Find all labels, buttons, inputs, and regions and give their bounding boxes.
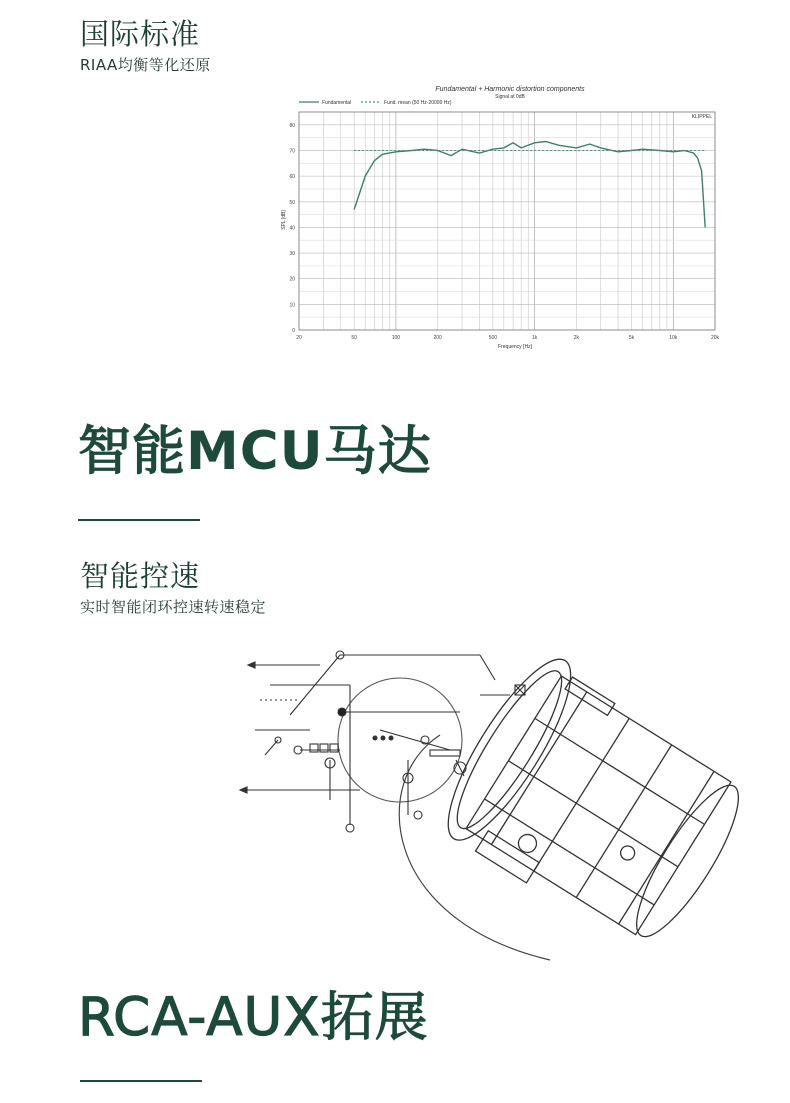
- heading-smart-mcu-motor: 智能MCU马达: [78, 421, 432, 482]
- heading-rca-aux-extension: RCA-AUX拓展: [78, 987, 429, 1048]
- chart-subtitle: Signal at 0dB: [495, 94, 525, 100]
- x-tick-label: 50: [351, 335, 357, 341]
- x-tick-label: 100: [391, 335, 401, 341]
- y-tick-label: 10: [289, 302, 295, 309]
- x-tick-label: 500: [488, 335, 498, 341]
- x-tick-label: 20k: [710, 335, 720, 341]
- frequency-response-chart: [275, 80, 735, 360]
- section-title-international-standard: 国际标准: [80, 17, 201, 51]
- y-tick-label: 70: [289, 148, 295, 155]
- x-tick-label: 10k: [669, 335, 678, 341]
- y-tick-label: 40: [289, 225, 295, 232]
- chart-x-ticks: [296, 335, 719, 341]
- chart-legend: [299, 100, 452, 106]
- chart-grid: [299, 112, 715, 330]
- chart-x-axis-label: Frequency [Hz]: [498, 344, 532, 350]
- heading-underline: [78, 519, 200, 521]
- heading-underline-2: [80, 1080, 202, 1082]
- motor-illustration: [230, 640, 760, 970]
- chart-y-ticks: [289, 123, 295, 334]
- section-title-smart-speed: 智能控速: [80, 559, 201, 593]
- y-tick-label: 50: [289, 199, 295, 206]
- y-tick-label: 0: [292, 328, 295, 334]
- motor-drawing: [230, 640, 760, 970]
- y-tick-label: 20: [289, 276, 295, 283]
- x-tick-label: 1k: [531, 335, 538, 341]
- y-tick-label: 30: [289, 251, 295, 258]
- chart-canvas: [275, 80, 735, 360]
- legend-label-mean: Fund. mean (50 Hz-20000 Hz): [384, 100, 452, 106]
- y-tick-label: 80: [289, 122, 295, 129]
- x-tick-label: 20: [296, 335, 302, 341]
- y-tick-label: 60: [289, 174, 295, 181]
- x-tick-label: 2k: [573, 335, 579, 341]
- chart-plot-frame: [299, 112, 715, 330]
- chart-title: Fundamental + Harmonic distortion components: [435, 86, 585, 93]
- legend-label-fundamental: Fundamental: [322, 100, 352, 106]
- chart-brand: KLIPPEL: [691, 114, 712, 120]
- chart-y-axis-label: SPL [dB]: [281, 210, 287, 230]
- section-caption-speed-control: 实时智能闭环控速转速稳定: [80, 598, 267, 616]
- x-tick-label: 5k: [628, 335, 635, 341]
- section-caption-riaa: RIAA均衡等化还原: [80, 56, 211, 74]
- x-tick-label: 200: [433, 335, 442, 341]
